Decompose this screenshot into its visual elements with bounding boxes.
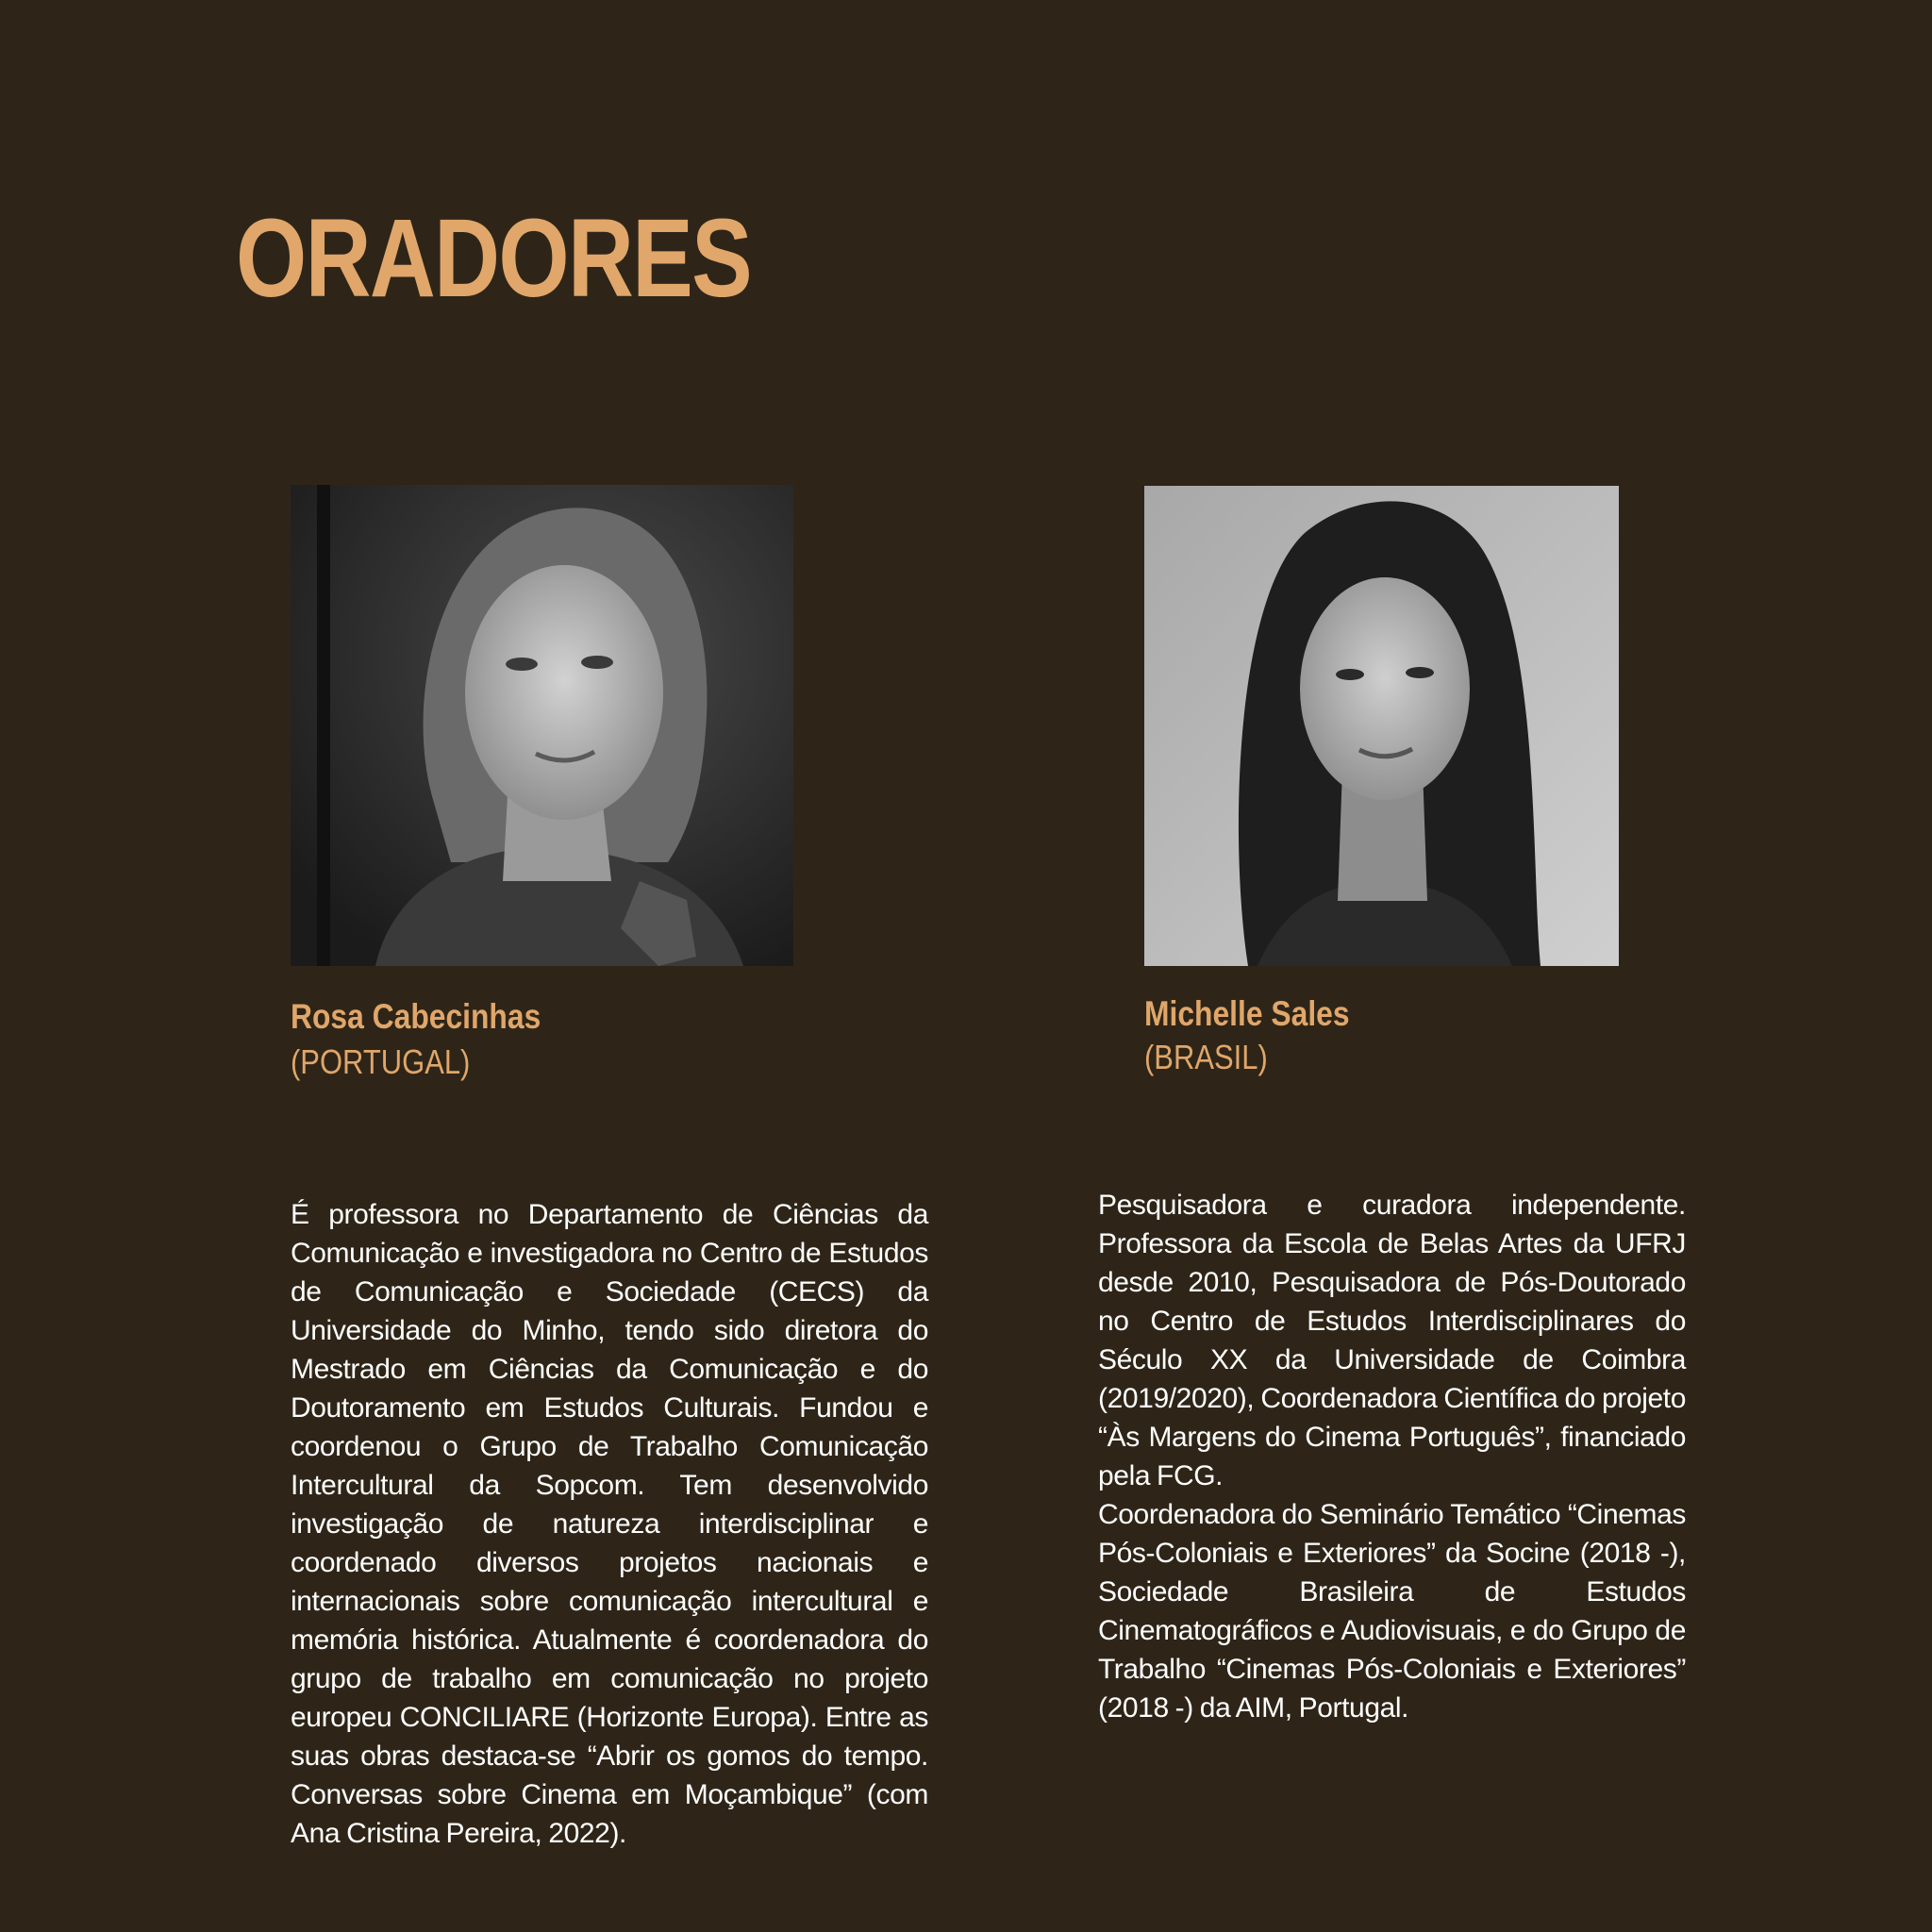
page-title: ORADORES (236, 196, 751, 321)
speaker-name: Michelle Sales (1144, 994, 1350, 1033)
speaker-bio: É professora no Departamento de Ciências da Comunicação e investigadora no Centro de Estudos de Comunicação e Sociedade (CECS) da Universidade do Minho, tendo sido diretora do Mestrado em Ciências da Comunicação e do Doutoramento em Estudos Culturais. Fundou e coordenou o Grupo de Trabalho Comunicação Intercultural da Sopcom. Tem desenvolvido investigação de natureza interdisciplinar e coordenado diversos projetos nacionais e internacionais sobre comunicação intercultural e memória histórica. Atualmente é coordenadora do grupo de trabalho em comunicação no projeto europeu CONCILIARE (Horizonte Europa). Entre as suas obras destaca-se “Abrir os gomos do tempo. Conversas sobre Cinema em Moçambique” (com Ana Cristina Pereira, 2022). (291, 1199, 928, 1849)
speaker-photo-michelle-sales (1144, 486, 1619, 966)
speaker-name: Rosa Cabecinhas (291, 997, 541, 1036)
speaker-country: (BRASIL) (1144, 1038, 1268, 1076)
speaker-bio (1098, 1186, 1686, 1727)
speaker-country: (PORTUGAL) (291, 1042, 471, 1081)
speaker-bio-paragraph: Pesquisadora e curadora independente. Professora da Escola de Belas Artes da UFRJ desde 2010, Pesquisadora de Pós-Doutorado no Centro de Estudos Interdisciplinares do Século XX da Universidade de Coimbra (2019/2020), Coordenadora Científica do projeto “Às Margens do Cinema Português”, financiado pela FCG. (1098, 1190, 1686, 1491)
speaker-bio-paragraph: Coordenadora do Seminário Temático “Cinemas Pós-Coloniais e Exteriores” da Socine (2018 -), Sociedade Brasileira de Estudos Cinematográficos e Audiovisuais, e do Grupo de Trabalho “Cinemas Pós-Coloniais e Exteriores” (2018 -) da AIM, Portugal. (1098, 1499, 1686, 1724)
speaker-photo-rosa-cabecinhas (291, 485, 793, 966)
